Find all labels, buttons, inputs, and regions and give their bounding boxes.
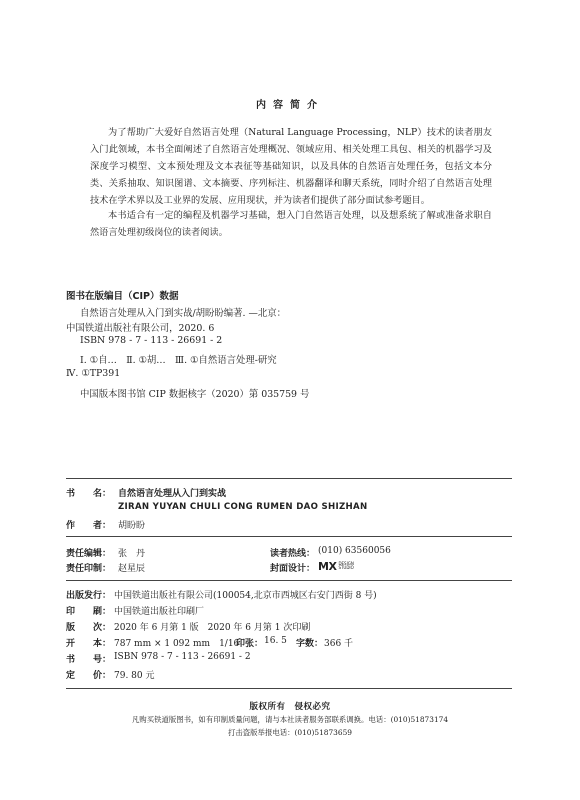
format: 787 mm × 1 092 mm 1/16 (114, 639, 240, 649)
author-label: 作 者： (66, 521, 112, 531)
print-supervisor: 赵星辰 (118, 564, 146, 574)
format-label: 开 本： (66, 639, 112, 649)
logo-subtitle: DESIGN STUDIO (338, 560, 354, 570)
cip-line-2: 中国铁道出版社有限公司，2020. 6 (66, 323, 215, 334)
print-supervisor-label: 责任印制： (66, 564, 112, 574)
piracy-report-line: 打击盗版举报电话：(010)51873659 (227, 728, 352, 737)
book-title: 自然语言处理从入门到实战 (118, 489, 227, 499)
sheets: 16. 5 (264, 636, 287, 646)
publisher: 中国铁道出版社有限公司(100054,北京市西城区右安门西街 8 号) (114, 591, 377, 601)
isbn: ISBN 978 - 7 - 113 - 26691 - 2 (114, 652, 251, 662)
cover-design-label: 封面设计： (270, 564, 316, 574)
hotline-label: 读者热线： (270, 549, 316, 559)
cip-line-1: 自然语言处理从入门到实战/胡盼盼编著. —北京： (80, 308, 286, 319)
divider-publication (66, 580, 512, 581)
printer-label: 印 刷： (66, 607, 112, 617)
copyright-notice: 版权所有 侵权必究 (249, 702, 331, 712)
mx-design-logo (318, 560, 354, 572)
words-label: 字数： (296, 639, 324, 649)
cip-line-4: Ⅰ. ①自… Ⅱ. ①胡… Ⅲ. ①自然语言处理-研究 (80, 355, 277, 366)
divider-staff (66, 536, 512, 537)
isbn-label: 书 号： (66, 655, 112, 665)
intro-paragraph-1: 为了帮助广大爱好自然语言处理（Natural Language Processing，NLP）技术的读者朋友入门此领域，本书全面阐述了自然语言处理概况、领域应用、相关处理工具包、相关的机器学习及深度学习模型、文本预处理及文本表征等基础知识，以及具体的自然语言处理任务，包括文本分类、关系抽取、知识图谱、文本摘要、序列标注、机器翻译和聊天系统，同时介绍了自然语言处理技术在学术界以及工业界的发展、应用现状，并为读者们提供了部分面试参考题目。 (90, 127, 492, 206)
cip-line-3: ISBN 978 - 7 - 113 - 26691 - 2 (80, 335, 223, 346)
sheets-label: 印张： (236, 639, 264, 649)
cip-heading: 图书在版编目（CIP）数据 (66, 291, 179, 302)
intro-title: 内容简介 (256, 100, 324, 111)
divider-bottom (66, 688, 512, 689)
author: 胡盼盼 (118, 521, 146, 531)
price-label: 定 价： (66, 671, 112, 681)
quality-notice: 凡购买铁道版图书，如有印制质量问题，请与本社读者服务部联系调换。电话：(010)51873174 (131, 715, 449, 724)
price: 79. 80 元 (114, 671, 155, 681)
book-title-label: 书 名： (66, 489, 112, 499)
edition-label: 版 次： (66, 623, 112, 633)
words: 366 千 (324, 639, 354, 649)
printer: 中国铁道出版社印刷厂 (114, 607, 205, 617)
editor-label: 责任编辑： (66, 549, 112, 559)
logo-mark: MX (318, 559, 337, 573)
publisher-label: 出版发行： (66, 591, 112, 601)
book-title-pinyin: ZIRAN YUYAN CHULI CONG RUMEN DAO SHIZHAN (118, 502, 368, 512)
intro-paragraph-2: 本书适合有一定的编程及机器学习基础，想入门自然语言处理，以及想系统了解或准备求职自然语言处理初级岗位的读者阅读。 (90, 210, 492, 238)
cip-line-6: 中国版本图书馆 CIP 数据核字（2020）第 035759 号 (80, 389, 310, 400)
edition: 2020 年 6 月第 1 版 2020 年 6 月第 1 次印刷 (114, 623, 311, 633)
hotline: (010) 63560056 (318, 546, 391, 556)
divider-top (66, 478, 512, 479)
cip-line-5: Ⅳ. ①TP391 (66, 368, 121, 379)
editor: 张 丹 (118, 549, 146, 559)
